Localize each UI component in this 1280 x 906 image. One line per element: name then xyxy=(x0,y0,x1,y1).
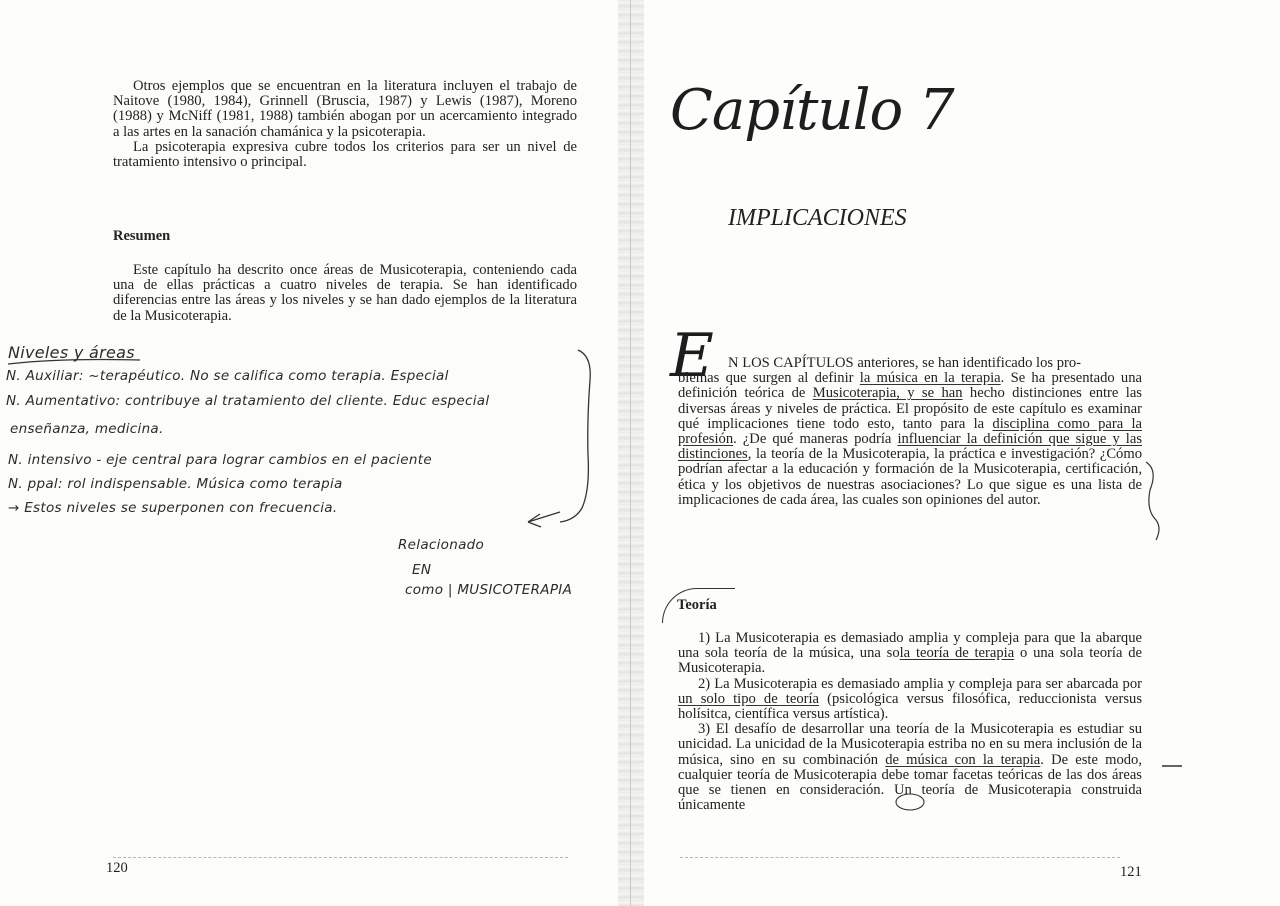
handwritten-note-musicoterapia: como | MUSICOTERAPIA xyxy=(405,582,573,598)
intro-text: , la teoría de la Musicoterapia, la práctica e investigación? ¿Cómo podrían afectar a la educación y formación de la Musicoterapia, certificación, ética y los objetivos de nuestras asociaciones? Lo que sigue es una lista de implicaciones de cada área, las cuales son opiniones del autor. xyxy=(678,446,1142,508)
gutter-line xyxy=(630,0,631,906)
handwritten-note-line: N. ppal: rol indispensable. Música como terapia xyxy=(8,476,343,492)
underlined-phrase: de música con la terapia xyxy=(885,751,1041,768)
handwritten-note-line: → Estos niveles se superponen con frecuencia. xyxy=(8,500,338,516)
summary-paragraph: Este capítulo ha descrito once áreas de Musicoterapia, conteniendo cada una de ellas prácticas a cuatro niveles de terapia. Se han identificado diferencias entre las áreas y los niveles y se han dado ejemplos de la literatura de la Musicoterapia. xyxy=(113,262,577,324)
theory-items xyxy=(678,631,1142,813)
intro-text: blemas que surgen al definir xyxy=(678,370,860,387)
underlined-phrase: Musicoterapia, y se han xyxy=(812,385,963,402)
underlined-phrase: la teoría de terapia xyxy=(899,645,1015,662)
book-gutter xyxy=(618,0,644,906)
underlined-phrase: un solo tipo de teoría xyxy=(678,690,820,707)
handwritten-note-line: N. Auxiliar: ~terapéutico. No se califica como terapia. Especial xyxy=(6,368,449,384)
theory-item-3 xyxy=(678,722,1142,813)
item-text: o una sola teoría de Musicoterapia. xyxy=(678,645,1142,677)
handwritten-note-title: Niveles y áreas xyxy=(8,343,135,362)
section-heading-teoria: Teoría xyxy=(677,597,717,613)
intro-text: hecho distinciones entre las diversas áreas y niveles de práctica. El propósito de este capítulo es examinar qué implicaciones tiene todo esto, tanto para la xyxy=(678,385,1142,432)
item-text: 3) El desafío de desarrollar una teoría de la Musicoterapia es estudiar su unicidad. La unicidad de la Musicoterapia estriba no en su mera inclusión de la música, sino en su combinación xyxy=(678,721,1142,768)
underlined-phrase: la música en la terapia xyxy=(859,370,1001,387)
left-page-number: 120 xyxy=(106,860,128,876)
chapter-title: IMPLICACIONES xyxy=(728,205,907,231)
handwritten-note-line: enseñanza, medicina. xyxy=(10,421,164,437)
drop-cap: E xyxy=(670,321,714,391)
intro-paragraph xyxy=(678,371,1142,508)
underlined-phrase: disciplina como para la profesión xyxy=(678,415,1142,448)
handwritten-note-en: EN xyxy=(412,562,432,578)
right-page-number: 121 xyxy=(1120,864,1142,880)
handwritten-note-line: N. Aumentativo: contribuye al tratamiento del cliente. Educ especial xyxy=(6,393,490,409)
intro-text: . Se ha presentado una definición teórica de xyxy=(678,370,1142,402)
summary-heading: Resumen xyxy=(113,228,171,244)
underlined-phrase: influenciar la definición que sigue y las distinciones xyxy=(678,431,1142,463)
left-footer-rule xyxy=(113,857,568,858)
chapter-intro xyxy=(678,356,1142,508)
intro-first-line: N LOS CAPÍTULOS anteriores, se han identificado los pro- xyxy=(728,355,1082,371)
intro-paragraph-1: Otros ejemplos que se encuentran en la literatura incluyen el trabajo de Naitove (1980, 1984), Grinnell (Bruscia, 1987) y Lewis (1987), Moreno (1988) y McNiff (1981, 1988) también abogan por un acercamiento integrado a las artes en la sanación chamánica y la psicoterapia. xyxy=(113,78,577,140)
handwritten-note-related: Relacionado xyxy=(398,537,485,553)
item-text: . De este modo, cualquier teoría de Musicoterapia debe tomar facetas teóricas de las dos áreas que se tienen en consideración. Un teoría de Musicoterapia construida únicamente xyxy=(678,751,1142,814)
chapter-label: Capítulo 7 xyxy=(670,78,954,143)
item-text: (psicológica versus filosófica, reduccionista versus holísitca, científica versus artística). xyxy=(678,690,1142,723)
right-footer-rule xyxy=(680,857,1120,858)
item-text: 1) La Musicoterapia es demasiado amplia y compleja para que la abarque una sola teoría de la música, una so xyxy=(678,630,1142,662)
theory-item-1 xyxy=(678,631,1142,677)
summary-text-block xyxy=(113,263,577,324)
item-text: 2) La Musicoterapia es demasiado amplia y compleja para ser abarcada por xyxy=(698,675,1142,692)
left-intro-text xyxy=(113,79,577,170)
intro-text: . ¿De qué maneras podría xyxy=(733,431,898,448)
theory-item-2 xyxy=(678,677,1142,723)
handwritten-note-line: N. intensivo - eje central para lograr cambios en el paciente xyxy=(8,452,432,468)
intro-paragraph-2: La psicoterapia expresiva cubre todos los criterios para ser un nivel de tratamiento intensivo o principal. xyxy=(113,138,577,171)
